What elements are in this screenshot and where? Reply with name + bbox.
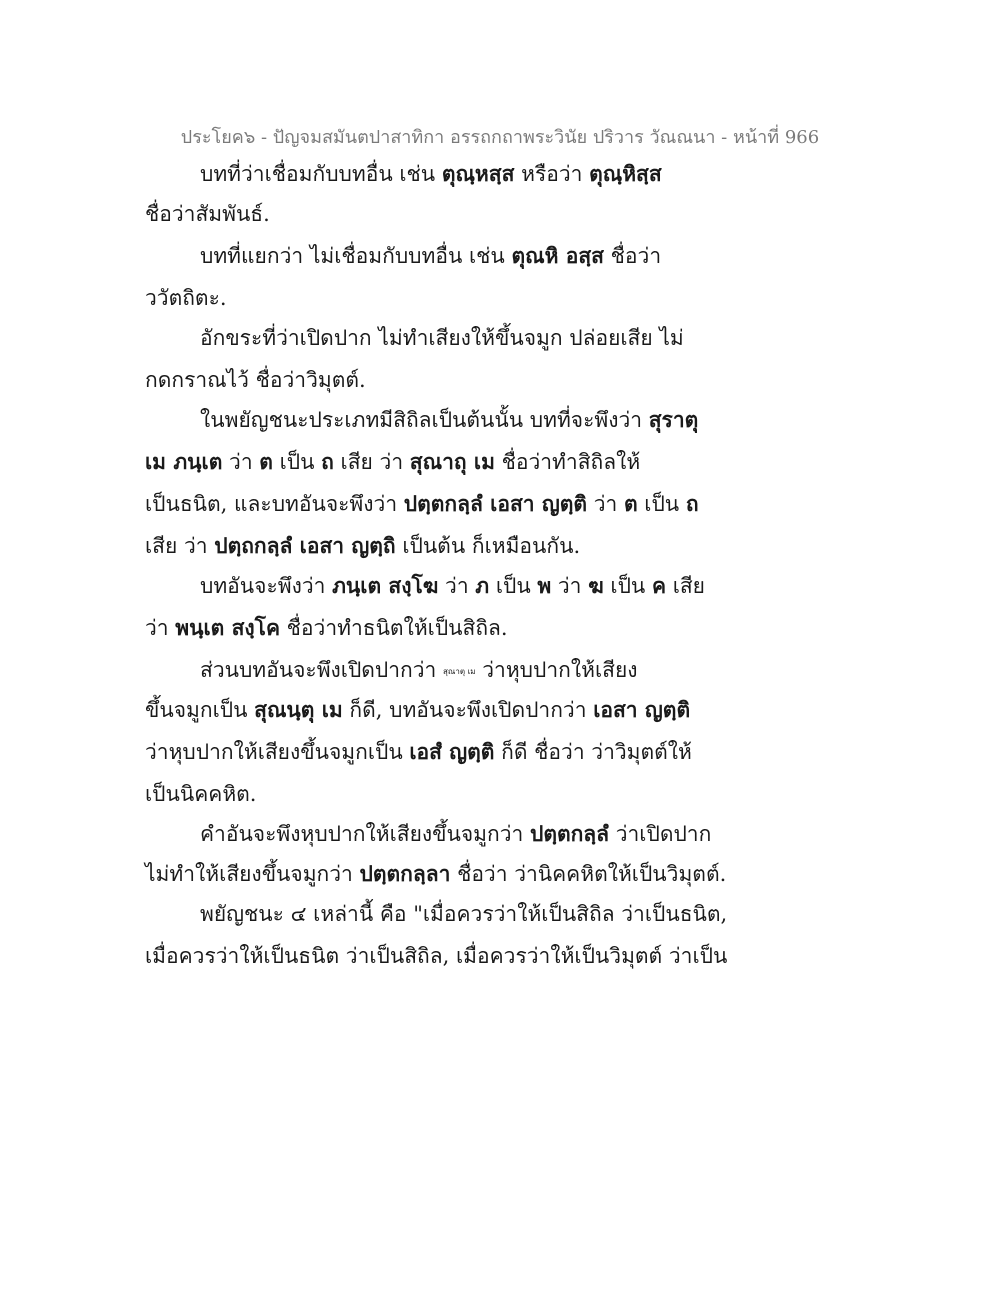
text-line — [145, 778, 256, 811]
text-line — [145, 858, 726, 891]
text-span: กดกราณไว้ ชื่อว่าวิมุตต์. — [145, 368, 366, 392]
text-span: เมื่อควรว่าให้เป็นธนิต ว่าเป็นสิถิล, เมื่อควรว่าให้เป็นวิมุตต์ ว่าเป็น — [145, 944, 728, 968]
text-span: ว่า — [587, 492, 624, 516]
pali-term: ภ — [475, 573, 490, 598]
text-span: ว่า — [551, 574, 589, 598]
text-line — [145, 446, 640, 479]
pali-term: ตุณหิ อสฺส — [511, 243, 604, 268]
text-span: เป็น — [489, 574, 538, 598]
pali-term: ปตฺตกลฺลา — [359, 861, 451, 886]
small-pali-term: สุณาตุ เม — [443, 667, 476, 676]
text-span: เสีย — [666, 574, 705, 598]
text-span: เสีย ว่า — [333, 450, 410, 474]
page-header: ประโยค๖ - ปัญจมสมันตปาสาทิกา อรรถกถาพระวินัย ปริวาร วัณณนา - หน้าที่ 966 — [180, 127, 820, 148]
pali-term: ต — [259, 449, 273, 474]
pali-term: เอสา ญตฺติ — [593, 697, 691, 722]
text-line — [200, 240, 661, 273]
text-span: เสีย ว่า — [145, 534, 215, 558]
text-span: ชื่อว่าสัมพันธ์. — [145, 202, 270, 226]
text-span: เป็นนิคคหิต. — [145, 782, 257, 806]
text-span: ชื่อว่า ว่านิคคหิตให้เป็นวิมุตต์. — [450, 862, 727, 886]
pali-term: เอสํ ญตฺติ — [409, 739, 495, 764]
pali-term: สุณนฺตุ เม — [254, 697, 343, 722]
text-span: ว่า — [145, 616, 176, 640]
text-line — [145, 488, 699, 521]
pali-term: ฆ — [588, 573, 604, 598]
text-line — [145, 736, 692, 769]
text-line — [145, 940, 727, 973]
text-line — [145, 530, 580, 563]
text-span: หรือว่า — [514, 162, 590, 186]
text-line — [145, 364, 366, 397]
text-span: คำอันจะพึงหุบปากให้เสียงขึ้นจมูกว่า — [200, 822, 530, 846]
text-span: พยัญชนะ ๔ เหล่านี้ คือ "เมื่อควรว่าให้เป็นสิถิล ว่าเป็นธนิต, — [200, 902, 728, 926]
pali-term: ถ — [321, 449, 334, 474]
text-span: ชื่อว่า — [603, 244, 662, 268]
text-span: ขึ้นจมูกเป็น — [145, 698, 255, 722]
text-span: ว่าหุบปากให้เสียง — [475, 658, 638, 682]
pali-term: พนฺเต สงฺโค — [175, 615, 280, 640]
text-line — [200, 818, 711, 851]
text-span: เป็น — [603, 574, 652, 598]
pali-term: ตุณฺหสฺส — [441, 161, 515, 186]
pali-term: ภนฺเต สงฺโฆ — [332, 573, 439, 598]
text-span: ส่วนบทอันจะพึงเปิดปากว่า — [200, 658, 444, 682]
pali-term: ตุณฺหิสฺส — [589, 161, 662, 186]
text-line — [145, 282, 227, 315]
text-span: เป็น — [637, 492, 686, 516]
text-span: เป็นธนิต, และบทอันจะพึงว่า — [145, 492, 404, 516]
pali-term: สุณาถุ เม — [409, 449, 495, 474]
pali-term: ถ — [685, 491, 699, 516]
pali-term: สุราตุ — [648, 407, 699, 432]
pali-term: ต — [623, 491, 638, 516]
pali-term: เม ภนฺเต — [145, 449, 223, 474]
pali-term: ค — [651, 573, 667, 598]
text-span: ในพยัญชนะประเภทมีสิถิลเป็นต้นนั้น บทที่จะพึงว่า — [200, 408, 649, 432]
text-span: ว่า — [438, 574, 476, 598]
text-span: เป็นต้น ก็เหมือนกัน. — [395, 534, 581, 558]
text-span: ไม่ทำให้เสียงขึ้นจมูกว่า — [145, 862, 360, 886]
text-span: ก็ดี, บทอันจะพึงเปิดปากว่า — [342, 698, 594, 722]
text-span: ววัตถิตะ. — [145, 286, 227, 310]
text-line — [145, 694, 690, 727]
text-span: บทอันจะพึงว่า — [200, 574, 333, 598]
text-span: ว่าเปิดปาก — [609, 822, 712, 846]
text-span: ชื่อว่าทำธนิตให้เป็นสิถิล. — [280, 616, 508, 640]
text-line — [200, 654, 638, 687]
text-line — [200, 158, 662, 191]
text-span: ว่า — [222, 450, 260, 474]
text-line — [200, 898, 727, 931]
text-line — [200, 322, 684, 355]
text-span: บทที่แยกว่า ไม่เชื่อมกับบทอื่น เช่น — [200, 244, 512, 268]
text-line — [145, 612, 508, 645]
pali-term: ปตฺถกลฺลํ เอสา ญตฺถิ — [214, 533, 396, 558]
text-span: อักขระที่ว่าเปิดปาก ไม่ทำเสียงให้ขึ้นจมูก ปล่อยเสีย ไม่ — [200, 326, 684, 350]
text-span: เป็น — [272, 450, 322, 474]
text-line — [145, 198, 270, 231]
pali-term: ปตฺตกลฺลํ เอสา ญตฺติ — [403, 491, 588, 516]
text-span: ชื่อว่าทำสิถิลให้ — [494, 450, 641, 474]
text-span: บทที่ว่าเชื่อมกับบทอื่น เช่น — [200, 162, 442, 186]
text-span: ก็ดี ชื่อว่า ว่าวิมุตต์ให้ — [494, 740, 692, 764]
pali-term: ปตฺตกลฺลํ — [529, 821, 610, 846]
text-span: ว่าหุบปากให้เสียงขึ้นจมูกเป็น — [145, 740, 410, 764]
text-line — [200, 570, 705, 603]
pali-term: พ — [537, 573, 552, 598]
text-line — [200, 404, 698, 437]
